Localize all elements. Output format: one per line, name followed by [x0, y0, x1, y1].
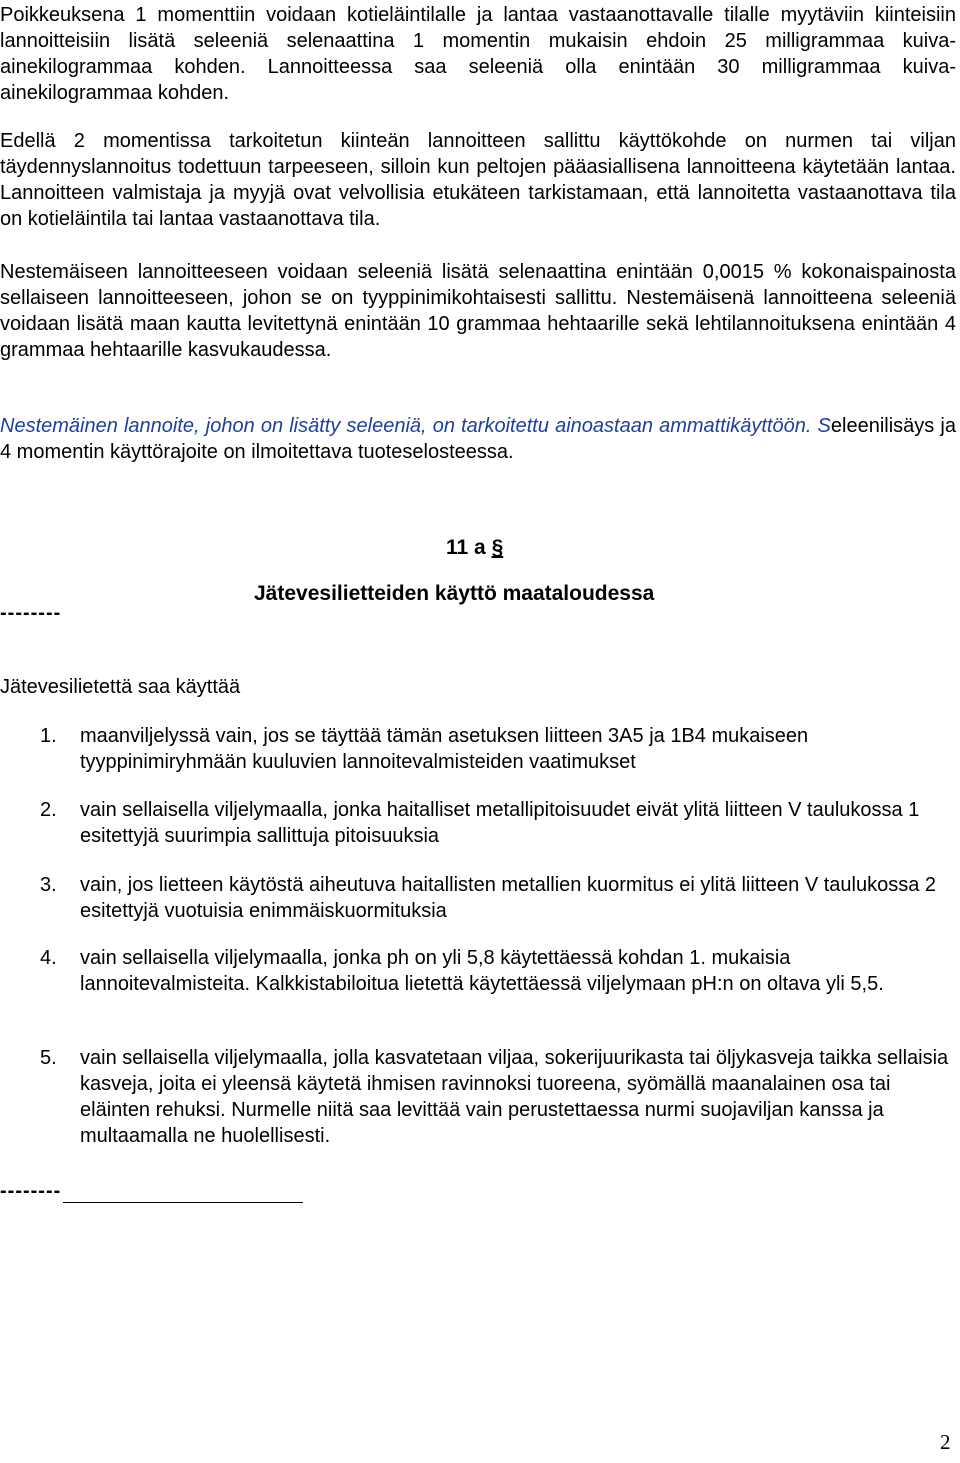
page-number: 2 [940, 1430, 951, 1454]
list-item-text: maanviljelyssä vain, jos se täyttää tämän asetuksen liitteen 3A5 ja 1B4 mukaiseen tyyppinimiryhmään kuuluvien lannoitevalmisteiden vaatimukset [80, 725, 809, 773]
list-item-number: 5. [40, 1047, 57, 1069]
list-item-text: vain sellaisella viljelymaalla, jolla kasvatetaan viljaa, sokerijuurikasta tai öljykasveja taikka sellaisia kasveja, joita ei yleensä käytetä ihmisen ravinnoksi tuoreena, syömällä maanalainen osa tai eläinten rehuksi. Nurmelle niitä saa levittää vain perustettaessa nurmi suojaviljan kanssa ja multaamalla ne huolellisesti. [80, 1047, 949, 1147]
section-symbol: § [491, 536, 504, 559]
list-item-number: 1. [40, 725, 57, 747]
list-item-text: vain, jos lietteen käytöstä aiheutuva haitallisten metallien kuormitus ei ylitä liitteen V taulukossa 2 esitettyjä vuotuisia enimmäiskuormituksia [80, 874, 937, 922]
amended-text: Nestemäinen lannoite, johon on lisätty seleeniä, on tarkoitettu ainoastaan ammattikäyttöön. S [0, 415, 831, 437]
list-item-text: vain sellaisella viljelymaalla, jonka ph on yli 5,8 käytettäessä kohdan 1. mukaisia lannoitevalmisteita. Kalkkistabiloitua lietettä käytettäessä viljelymaan pH:n on oltava yli 5,5. [80, 947, 884, 995]
list-item-number: 3. [40, 874, 57, 896]
paragraph-solid-fertilizer-use: Edellä 2 momentissa tarkoitetun kiinteän lannoitteen sallittu käyttökohde on nurmen tai viljan täydennyslannoitus todettuun tarpeeseen, silloin kun peltojen pääasiallisena lannoitteena käytetään lantaa. Lannoitteen valmistaja ja myyjä ovat velvollisia etukäteen tarkistamaan, että lannoitetta vastaanottava tila on kotieläintila tai lantaa vastaanottava tila. [0, 130, 956, 230]
list-item-number: 4. [40, 947, 57, 969]
omission-dashes-top: -------- [0, 602, 62, 624]
list-item-text: vain sellaisella viljelymaalla, jonka haitalliset metallipitoisuudet eivät ylitä liitteen V taulukossa 1 esitettyjä suurimpia sallittuja pitoisuuksia [80, 799, 920, 847]
section-number: 11 a § [446, 536, 504, 559]
paragraph-professional-use [0, 413, 956, 465]
paragraph-selenium-exception: Poikkeuksena 1 momenttiin voidaan kotieläintilalle ja lantaa vastaanottavalle tilalle myytäviin kiinteisiin lannoitteisiin lisätä seleeniä selenaattina 1 momentin mukaisin ehdoin 25 milligrammaa kuiva-ainekilogrammaa kohden. Lannoitteessa saa seleeniä olla enintään 30 milligrammaa kuiva-ainekilogrammaa kohden. [0, 4, 956, 104]
list-item-number: 2. [40, 799, 57, 821]
list-intro: Jätevesilietettä saa käyttää [0, 676, 241, 698]
paragraph-remainder: eleenilisäys ja 4 momentin käyttörajoite on ilmoitettava tuoteselosteessa. [0, 415, 956, 463]
paragraph-liquid-fertilizer: Nestemäiseen lannoitteeseen voidaan seleeniä lisätä selenaattina enintään 0,0015 % kokonaispainosta sellaiseen lannoitteeseen, johon se on tyyppinimikohtaisesti sallittu. Nestemäisenä lannoitteena seleeniä voidaan lisätä maan kautta levitettynä enintään 10 grammaa hehtaarille sekä lehtilannoituksena enintään 4 grammaa hehtaarille kasvukaudessa. [0, 261, 956, 361]
section-title: Jätevesilietteiden käyttö maataloudessa [254, 582, 655, 605]
underline-rule [63, 1182, 303, 1203]
omission-dashes-bottom: -------- [0, 1180, 303, 1203]
